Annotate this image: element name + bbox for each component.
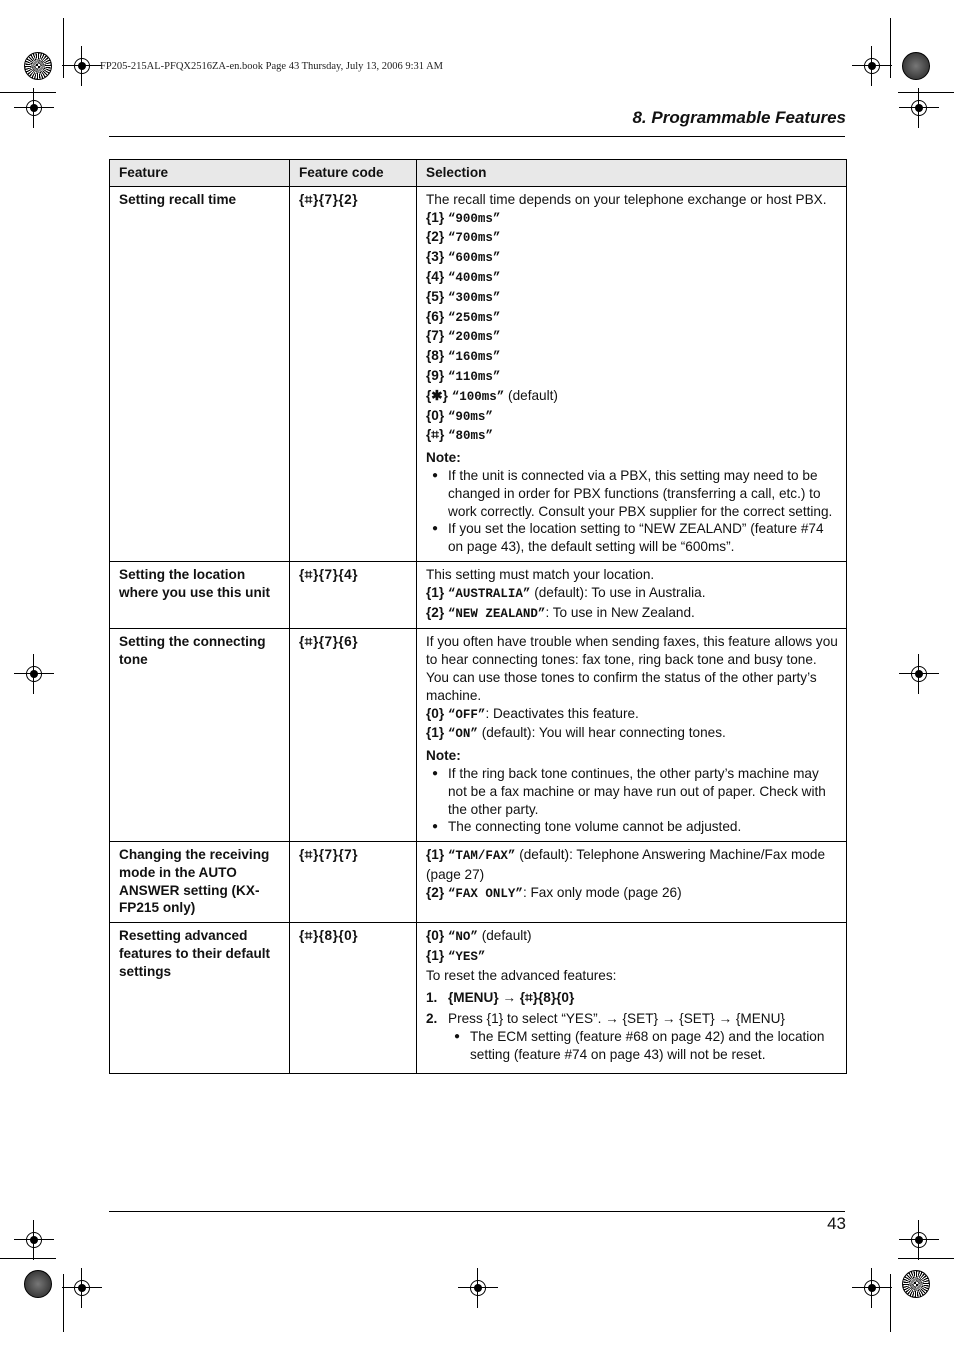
step-number: 1.	[426, 989, 438, 1005]
page-number: 43	[827, 1214, 846, 1233]
option-key: {6}	[426, 308, 445, 324]
option-value: “YES”	[447, 950, 486, 965]
step-note-list	[448, 1028, 838, 1064]
table-row	[110, 629, 847, 842]
option-key: {2}	[426, 229, 445, 245]
registration-mark	[72, 56, 92, 76]
step-text: Press {1} to select “YES”. → {SET} → {SET} → {MENU}	[448, 1011, 785, 1027]
option-value: “AUSTRALIA”	[447, 586, 531, 601]
section-title: 8. Programmable Features	[632, 108, 846, 127]
registration-mark	[24, 664, 44, 684]
option-key: {2}	[426, 884, 445, 900]
option-line	[426, 209, 838, 229]
option-value: “FAX ONLY”	[447, 886, 523, 901]
option-value: “NEW ZEALAND”	[447, 606, 546, 621]
option-key: {0}	[426, 407, 445, 423]
crop-mark	[898, 1258, 954, 1259]
footer-rule	[109, 1211, 845, 1212]
registration-mark	[909, 98, 929, 118]
note-item: ● If the unit is connected via a PBX, this setting may need to be changed in order for PBX functions (transferring a call, etc.) to work correctly. Consult your PBX supplier for the correct setting.	[426, 467, 838, 520]
feature-name: Changing the receiving mode in the AUTO ANSWER setting (KX-FP215 only)	[110, 842, 290, 923]
option-key: {1}	[426, 209, 445, 225]
option-suffix: (default): To use in Australia.	[530, 584, 706, 600]
table-row	[110, 561, 847, 628]
option-key: {5}	[426, 288, 445, 304]
feature-code: {⌗}{8}{0}	[290, 923, 417, 1074]
option-line	[426, 705, 838, 725]
note-item: ● The connecting tone volume cannot be adjusted.	[426, 818, 838, 836]
selection-intro: The recall time depends on your telephone exchange or host PBX.	[426, 191, 827, 207]
selection-cell	[417, 629, 847, 842]
option-value: “160ms”	[447, 350, 501, 365]
column-header-feature: Feature	[110, 160, 290, 187]
option-suffix: : To use in New Zealand.	[545, 604, 695, 620]
color-bar-disc	[24, 1270, 52, 1298]
table-row	[110, 186, 847, 561]
option-value: “700ms”	[447, 231, 501, 246]
feature-table	[109, 159, 847, 1074]
option-line	[426, 308, 838, 328]
crop-mark	[63, 1274, 64, 1332]
option-value: “ON”	[447, 727, 478, 742]
note-label: Note:	[426, 748, 461, 764]
feature-code: {⌗}{7}{4}	[290, 561, 417, 628]
option-line	[426, 248, 838, 268]
option-key: {3}	[426, 249, 445, 265]
reset-intro: To reset the advanced features:	[426, 967, 617, 983]
column-header-feature-code: Feature code	[290, 160, 417, 187]
step-item	[426, 1010, 838, 1063]
step-text: {MENU} → {⌗}{8}{0}	[448, 989, 575, 1005]
option-line	[426, 884, 838, 904]
color-bar-disc	[902, 52, 930, 80]
option-value: “80ms”	[448, 429, 494, 444]
feature-code: {⌗}{7}{6}	[290, 629, 417, 842]
option-suffix: (default)	[477, 928, 532, 944]
table-header-row	[110, 160, 847, 187]
option-value: “900ms”	[447, 211, 501, 226]
crop-mark	[0, 1258, 56, 1259]
option-key: {2}	[426, 604, 445, 620]
reset-steps	[426, 989, 838, 1064]
note-item: ● If the ring back tone continues, the other party’s machine may not be a fax machine or may have run out of paper. Check with the other party.	[426, 765, 838, 818]
option-suffix: : Fax only mode (page 26)	[522, 884, 682, 900]
option-value: “TAM/FAX”	[447, 849, 516, 864]
option-line	[426, 387, 838, 407]
option-value: “400ms”	[447, 270, 501, 285]
option-key: {1}	[426, 847, 445, 863]
option-line	[426, 347, 838, 367]
note-label: Note:	[426, 450, 461, 466]
selection-intro: This setting must match your location.	[426, 566, 655, 582]
option-suffix: : Deactivates this feature.	[485, 705, 639, 721]
option-suffix: (default): You will hear connecting tones.	[477, 725, 726, 741]
option-value: “100ms”	[451, 389, 505, 404]
feature-name: Setting recall time	[110, 186, 290, 561]
note-list	[426, 467, 838, 556]
registration-mark	[72, 1278, 92, 1298]
step-number: 2.	[426, 1011, 438, 1027]
option-line	[426, 268, 838, 288]
option-value: “300ms”	[447, 290, 501, 305]
option-line	[426, 724, 838, 744]
option-value: “OFF”	[447, 707, 486, 722]
option-line	[426, 604, 838, 624]
crop-mark	[898, 92, 954, 93]
table-row	[110, 842, 847, 923]
selection-cell	[417, 186, 847, 561]
option-line	[426, 407, 838, 427]
option-line	[426, 228, 838, 248]
feature-name: Resetting advanced features to their default settings	[110, 923, 290, 1074]
option-line	[426, 327, 838, 347]
option-value: “250ms”	[447, 310, 501, 325]
option-key: {0}	[426, 705, 445, 721]
option-value: “NO”	[447, 930, 478, 945]
option-line	[426, 927, 838, 947]
option-value: “600ms”	[447, 251, 501, 266]
step-item	[426, 989, 838, 1007]
option-line	[426, 426, 838, 446]
note-item: ● If you set the location setting to “NEW ZEALAND” (feature #74 on page 43), the default setting will be “600ms”.	[426, 520, 838, 556]
selection-intro: If you often have trouble when sending faxes, this feature allows you to hear connecting tones: fax tone, ring back tone and busy tone. You can use those tones to confirm the status of the other party’s machine.	[426, 634, 838, 703]
header-rule	[109, 136, 845, 137]
step-note-item: ● The ECM setting (feature #68 on page 42) and the location setting (feature #74 on page 43) will not be reset.	[448, 1028, 838, 1064]
color-bar-starburst	[902, 1270, 930, 1298]
feature-code: {⌗}{7}{2}	[290, 186, 417, 561]
selection-cell	[417, 561, 847, 628]
print-job-info: FP205-215AL-PFQX2516ZA-en.book Page 43 Thursday, July 13, 2006 9:31 AM	[100, 61, 443, 72]
registration-mark	[862, 1278, 882, 1298]
option-key: {0}	[426, 928, 445, 944]
crop-mark	[890, 1274, 891, 1332]
option-line	[426, 584, 838, 604]
registration-mark	[468, 1278, 488, 1298]
registration-mark	[24, 98, 44, 118]
option-line	[426, 288, 838, 308]
crop-mark	[63, 18, 64, 78]
note-list	[426, 765, 838, 836]
option-value: “90ms”	[447, 409, 493, 424]
option-key: {1}	[426, 948, 445, 964]
option-key: {9}	[426, 367, 445, 383]
registration-mark	[24, 1230, 44, 1250]
registration-mark	[862, 56, 882, 76]
option-value: “200ms”	[447, 330, 501, 345]
registration-mark	[909, 1230, 929, 1250]
column-header-selection: Selection	[417, 160, 847, 187]
feature-name: Setting the connecting tone	[110, 629, 290, 842]
option-key: {1}	[426, 725, 445, 741]
option-key: {4}	[426, 268, 445, 284]
option-key: {8}	[426, 348, 445, 364]
selection-cell	[417, 923, 847, 1074]
option-key: {1}	[426, 584, 445, 600]
option-line	[426, 947, 838, 967]
option-value: “110ms”	[447, 369, 501, 384]
feature-code: {⌗}{7}{7}	[290, 842, 417, 923]
option-line	[426, 367, 838, 387]
crop-mark	[890, 18, 891, 78]
table-row	[110, 923, 847, 1074]
color-bar-starburst	[24, 52, 52, 80]
option-line	[426, 846, 838, 884]
option-key: {✱}	[426, 387, 448, 403]
option-key: {⌗}	[426, 427, 445, 443]
registration-mark	[909, 664, 929, 684]
crop-mark	[0, 92, 56, 93]
option-suffix: (default): Telephone Answering Machine/Fax mode (page 27)	[426, 847, 825, 882]
option-suffix: (default)	[504, 387, 558, 403]
selection-cell	[417, 842, 847, 923]
feature-name: Setting the location where you use this unit	[110, 561, 290, 628]
option-key: {7}	[426, 328, 445, 344]
